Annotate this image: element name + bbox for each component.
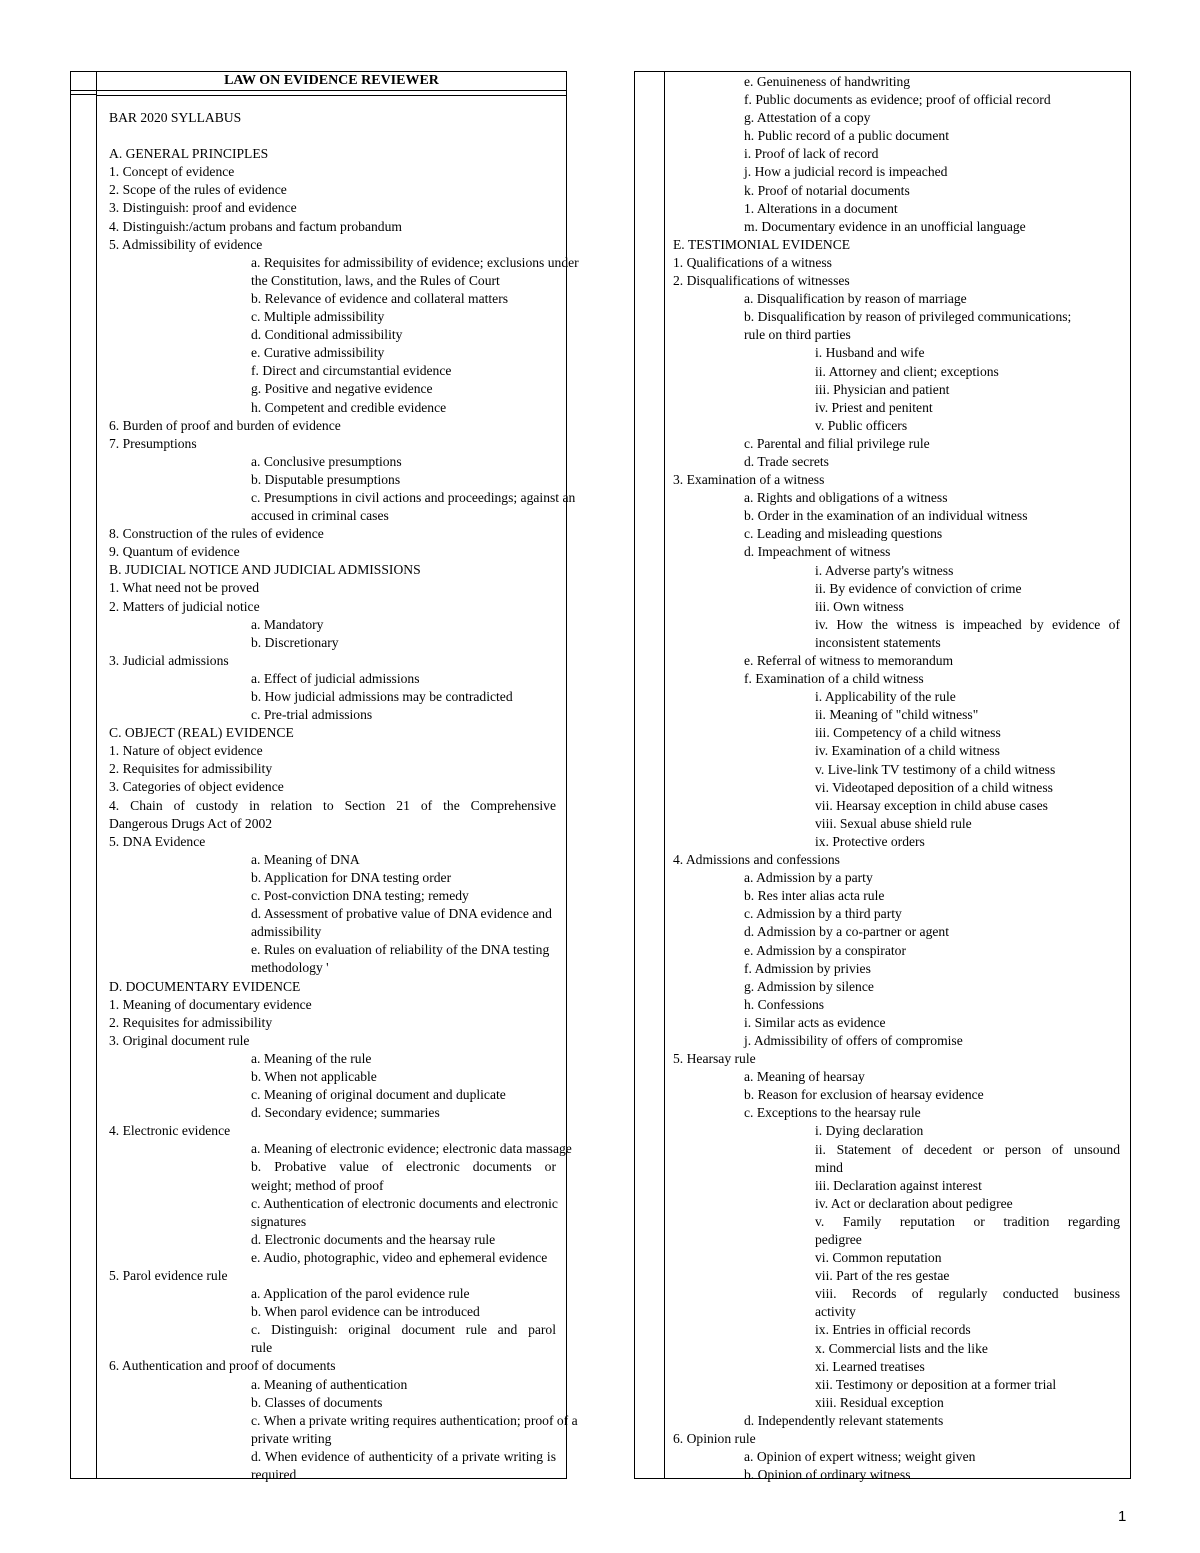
right-outline xyxy=(673,73,1120,1484)
outline-item: a. Meaning of hearsay xyxy=(744,1069,865,1085)
outline-item: ii. Meaning of "child witness" xyxy=(815,707,979,723)
outline-item: d. Impeachment of witness xyxy=(744,544,891,560)
outline-item: a. Meaning of the rule xyxy=(251,1050,372,1066)
outline-item: xi. Learned treatises xyxy=(815,1358,925,1374)
outline-item: 6. Burden of proof and burden of evidence xyxy=(109,417,341,433)
outline-item: iii. Competency of a child witness xyxy=(815,725,1001,741)
outline-item: a. Application of the parol evidence rule xyxy=(251,1286,470,1302)
outline-item: i. Applicability of the rule xyxy=(815,689,956,705)
outline-item: a. Meaning of authentication xyxy=(251,1376,408,1392)
outline-item: 1. Nature of object evidence xyxy=(109,743,263,759)
outline-item: Dangerous Drugs Act of 2002 xyxy=(109,815,273,831)
outline-item: 3. Categories of object evidence xyxy=(109,779,284,795)
outline-item: 1. Meaning of documentary evidence xyxy=(109,996,312,1012)
outline-item: ix. Entries in official records xyxy=(815,1322,971,1338)
outline-item: j. How a judicial record is impeached xyxy=(744,164,948,180)
document-title: LAW ON EVIDENCE REVIEWER xyxy=(97,72,566,91)
outline-item: signatures xyxy=(251,1213,307,1229)
outline-item: f. Admission by privies xyxy=(744,960,871,976)
outline-item: b. Disputable presumptions xyxy=(251,471,401,487)
outline-item: c. When a private writing requires authentication; proof of a xyxy=(251,1412,578,1428)
outline-item: 6. Opinion rule xyxy=(673,1431,756,1447)
outline-item: c. Meaning of original document and duplicate xyxy=(251,1087,506,1103)
outline-item: BAR 2020 SYLLABUS xyxy=(109,110,242,125)
outline-item: f. Examination of a child witness xyxy=(744,671,924,687)
outline-item: 1. What need not be proved xyxy=(109,580,259,596)
outline-item: x. Commercial lists and the like xyxy=(815,1340,988,1356)
outline-item: rule xyxy=(251,1340,273,1356)
outline-item: b. Classes of documents xyxy=(251,1394,383,1410)
outline-item: 1. Qualifications of a witness xyxy=(673,254,832,270)
outline-item: viii. Records of regularly conducted business xyxy=(815,1286,1120,1302)
outline-item: vi. Common reputation xyxy=(815,1250,942,1266)
outline-item: v. Live-link TV testimony of a child witness xyxy=(815,761,1056,777)
outline-item: k. Proof of notarial documents xyxy=(744,182,910,198)
outline-item: methodology ' xyxy=(251,960,329,976)
outline-item: 5. Hearsay rule xyxy=(673,1051,756,1067)
outline-item: a. Rights and obligations of a witness xyxy=(744,490,948,506)
outline-item: weight; method of proof xyxy=(251,1177,384,1193)
outline-item: 8. Construction of the rules of evidence xyxy=(109,526,324,542)
left-outline xyxy=(109,109,579,1484)
outline-item: g. Attestation of a copy xyxy=(744,110,871,126)
outline-item: i. Dying declaration xyxy=(815,1123,924,1139)
outline-item: f. Public documents as evidence; proof of official record xyxy=(744,92,1051,108)
outline-item: 1. Alterations in a document xyxy=(744,200,898,216)
outline-item: v. Public officers xyxy=(815,417,908,433)
outline-item: e. Genuineness of handwriting xyxy=(744,74,911,89)
outline-item: h. Competent and credible evidence xyxy=(251,399,447,415)
outline-item: e. Curative admissibility xyxy=(251,345,385,361)
outline-item: a. Meaning of DNA xyxy=(251,851,360,867)
outline-item: d. Independently relevant statements xyxy=(744,1412,944,1428)
outline-item: 6. Authentication and proof of documents xyxy=(109,1358,336,1374)
outline-item: a. Opinion of expert witness; weight given xyxy=(744,1449,976,1465)
outline-item: activity xyxy=(815,1304,856,1320)
outline-item: 3. Original document rule xyxy=(109,1032,250,1048)
outline-item: d. Electronic documents and the hearsay rule xyxy=(251,1231,496,1247)
outline-item: c. Admission by a third party xyxy=(744,906,902,922)
outline-item: c. Post-conviction DNA testing; remedy xyxy=(251,888,469,904)
outline-item: b. Disqualification by reason of privileged communications; xyxy=(744,309,1072,325)
outline-item: 4. Distinguish:/actum probans and factum probandum xyxy=(109,218,402,234)
outline-item: 2. Requisites for admissibility xyxy=(109,761,273,777)
outline-item: c. Multiple admissibility xyxy=(251,309,385,325)
outline-item: 1. Concept of evidence xyxy=(109,164,235,180)
outline-item: ii. Attorney and client; exceptions xyxy=(815,363,999,379)
outline-item: d. Assessment of probative value of DNA evidence and xyxy=(251,906,552,922)
outline-item: c. Parental and filial privilege rule xyxy=(744,435,930,451)
outline-item: b. How judicial admissions may be contradicted xyxy=(251,689,513,704)
outline-item: f. Direct and circumstantial evidence xyxy=(251,363,452,379)
outline-item: E. TESTIMONIAL EVIDENCE xyxy=(673,236,851,252)
outline-item: iv. Act or declaration about pedigree xyxy=(815,1195,1013,1211)
outline-item: b. Opinion of ordinary witness xyxy=(744,1467,911,1483)
outline-item: admissibility xyxy=(251,924,322,940)
gutter-gap xyxy=(71,91,97,95)
outline-item: iii. Physician and patient xyxy=(815,381,950,397)
outline-item: 2. Disqualifications of witnesses xyxy=(673,273,850,289)
outline-item: 4. Electronic evidence xyxy=(109,1123,231,1139)
outline-item: c. Exceptions to the hearsay rule xyxy=(744,1105,921,1121)
outline-item: b. Order in the examination of an individual witness xyxy=(744,508,1028,524)
outline-item: vii. Hearsay exception in child abuse cases xyxy=(815,797,1048,813)
outline-item: c. Pre-trial admissions xyxy=(251,707,373,723)
outline-item: pedigree xyxy=(815,1232,862,1247)
outline-item: d. Secondary evidence; summaries xyxy=(251,1105,440,1121)
outline-item: c. Leading and misleading questions xyxy=(744,526,943,542)
outline-item: vii. Part of the res gestae xyxy=(815,1268,950,1284)
right-gutter xyxy=(635,72,665,1478)
outline-item: a. Effect of judicial admissions xyxy=(251,670,420,686)
outline-item: B. JUDICIAL NOTICE AND JUDICIAL ADMISSIONS xyxy=(109,562,421,578)
outline-item: m. Documentary evidence in an unofficial language xyxy=(744,218,1026,234)
blank-line xyxy=(109,127,556,145)
outline-item: private writing xyxy=(251,1430,332,1446)
outline-item: e. Admission by a conspirator xyxy=(744,942,906,958)
outline-item: ix. Protective orders xyxy=(815,833,925,849)
outline-item: iii. Own witness xyxy=(815,598,904,614)
outline-item: e. Audio, photographic, video and ephemeral evidence xyxy=(251,1249,548,1265)
outline-item: 2. Matters of judicial notice xyxy=(109,598,260,614)
outline-item: i. Similar acts as evidence xyxy=(744,1014,886,1030)
outline-item: 5. DNA Evidence xyxy=(109,833,206,849)
outline-item: c. Presumptions in civil actions and proceedings; against an xyxy=(251,489,576,505)
outline-item: 3. Judicial admissions xyxy=(109,652,229,668)
outline-item: D. DOCUMENTARY EVIDENCE xyxy=(109,978,301,994)
outline-item: b. Reason for exclusion of hearsay evidence xyxy=(744,1087,984,1103)
outline-item: 2. Scope of the rules of evidence xyxy=(109,182,287,198)
outline-item: h. Confessions xyxy=(744,996,825,1012)
outline-item: C. OBJECT (REAL) EVIDENCE xyxy=(109,725,294,741)
outline-item: mind xyxy=(815,1159,843,1175)
outline-item: 3. Distinguish: proof and evidence xyxy=(109,200,297,216)
outline-item: e. Referral of witness to memorandum xyxy=(744,653,954,668)
outline-item: ii. By evidence of conviction of crime xyxy=(815,580,1022,596)
outline-item: a. Disqualification by reason of marriage xyxy=(744,291,967,307)
outline-item: 7. Presumptions xyxy=(109,435,197,451)
outline-item: 3. Examination of a witness xyxy=(673,472,825,488)
outline-item: b. Res inter alias acta rule xyxy=(744,888,885,904)
outline-item: b. When parol evidence can be introduced xyxy=(251,1304,480,1320)
outline-item: i. Husband and wife xyxy=(815,345,925,361)
outline-item: b. Relevance of evidence and collateral matters xyxy=(251,290,509,306)
outline-item: accused in criminal cases xyxy=(251,508,389,524)
outline-item: b. When not applicable xyxy=(251,1068,377,1084)
outline-item: viii. Sexual abuse shield rule xyxy=(815,815,972,831)
outline-item: ii. Statement of decedent or person of unsound xyxy=(815,1141,1120,1157)
outline-item: j. Admissibility of offers of compromise xyxy=(744,1032,963,1048)
outline-item: iii. Declaration against interest xyxy=(815,1177,982,1193)
outline-item: xii. Testimony or deposition at a former trial xyxy=(815,1376,1057,1392)
outline-item: g. Admission by silence xyxy=(744,978,874,994)
outline-item: 5. Admissibility of evidence xyxy=(109,236,263,252)
outline-item: iv. Priest and penitent xyxy=(815,399,933,415)
outline-item: a. Requisites for admissibility of evidence; exclusions under xyxy=(251,254,579,270)
outline-item: v. Family reputation or tradition regarding xyxy=(815,1213,1120,1229)
outline-item: 2. Requisites for admissibility xyxy=(109,1014,273,1030)
outline-item: b. Probative value of electronic documents or xyxy=(251,1159,556,1175)
outline-item: xiii. Residual exception xyxy=(815,1394,944,1410)
title-gap xyxy=(97,91,566,96)
outline-item: A. GENERAL PRINCIPLES xyxy=(109,146,269,162)
page-number: 1 xyxy=(1118,1508,1127,1525)
outline-item: a. Meaning of electronic evidence; electronic data massage xyxy=(251,1141,572,1157)
outline-item: iv. Examination of a child witness xyxy=(815,743,1000,759)
outline-item: c. Distinguish: original document rule and parol xyxy=(251,1322,556,1338)
outline-item: h. Public record of a public document xyxy=(744,128,949,144)
outline-item: the Constitution, laws, and the Rules of Court xyxy=(251,272,500,288)
outline-item: d. Conditional admissibility xyxy=(251,327,403,343)
outline-item: d. When evidence of authenticity of a private writing is xyxy=(251,1448,556,1464)
outline-item: iv. How the witness is impeached by evidence of xyxy=(815,616,1120,632)
outline-item: a. Admission by a party xyxy=(744,870,873,886)
outline-item: e. Rules on evaluation of reliability of the DNA testing xyxy=(251,942,550,958)
outline-item: a. Mandatory xyxy=(251,616,324,632)
outline-item: d. Admission by a co-partner or agent xyxy=(744,924,949,940)
outline-item: 4. Chain of custody in relation to Section 21 of the Comprehensive xyxy=(109,797,556,813)
outline-item: c. Authentication of electronic documents and electronic xyxy=(251,1195,558,1211)
outline-item: 4. Admissions and confessions xyxy=(673,852,840,868)
outline-item: a. Conclusive presumptions xyxy=(251,453,402,469)
outline-item: b. Discretionary xyxy=(251,634,339,650)
outline-item: g. Positive and negative evidence xyxy=(251,381,433,397)
left-gutter xyxy=(71,72,97,1478)
outline-item: d. Trade secrets xyxy=(744,453,829,469)
right-column xyxy=(634,71,1131,1483)
outline-item: vi. Videotaped deposition of a child witness xyxy=(815,779,1053,795)
outline-item: b. Application for DNA testing order xyxy=(251,869,452,885)
outline-item: inconsistent statements xyxy=(815,634,941,650)
outline-item: i. Proof of lack of record xyxy=(744,146,879,162)
outline-item: rule on third parties xyxy=(744,327,851,343)
left-column xyxy=(70,71,579,1483)
outline-item: 9. Quantum of evidence xyxy=(109,544,240,560)
outline-item: 5. Parol evidence rule xyxy=(109,1268,228,1283)
outline-item: required xyxy=(251,1467,297,1483)
outline-item: i. Adverse party's witness xyxy=(815,562,954,578)
